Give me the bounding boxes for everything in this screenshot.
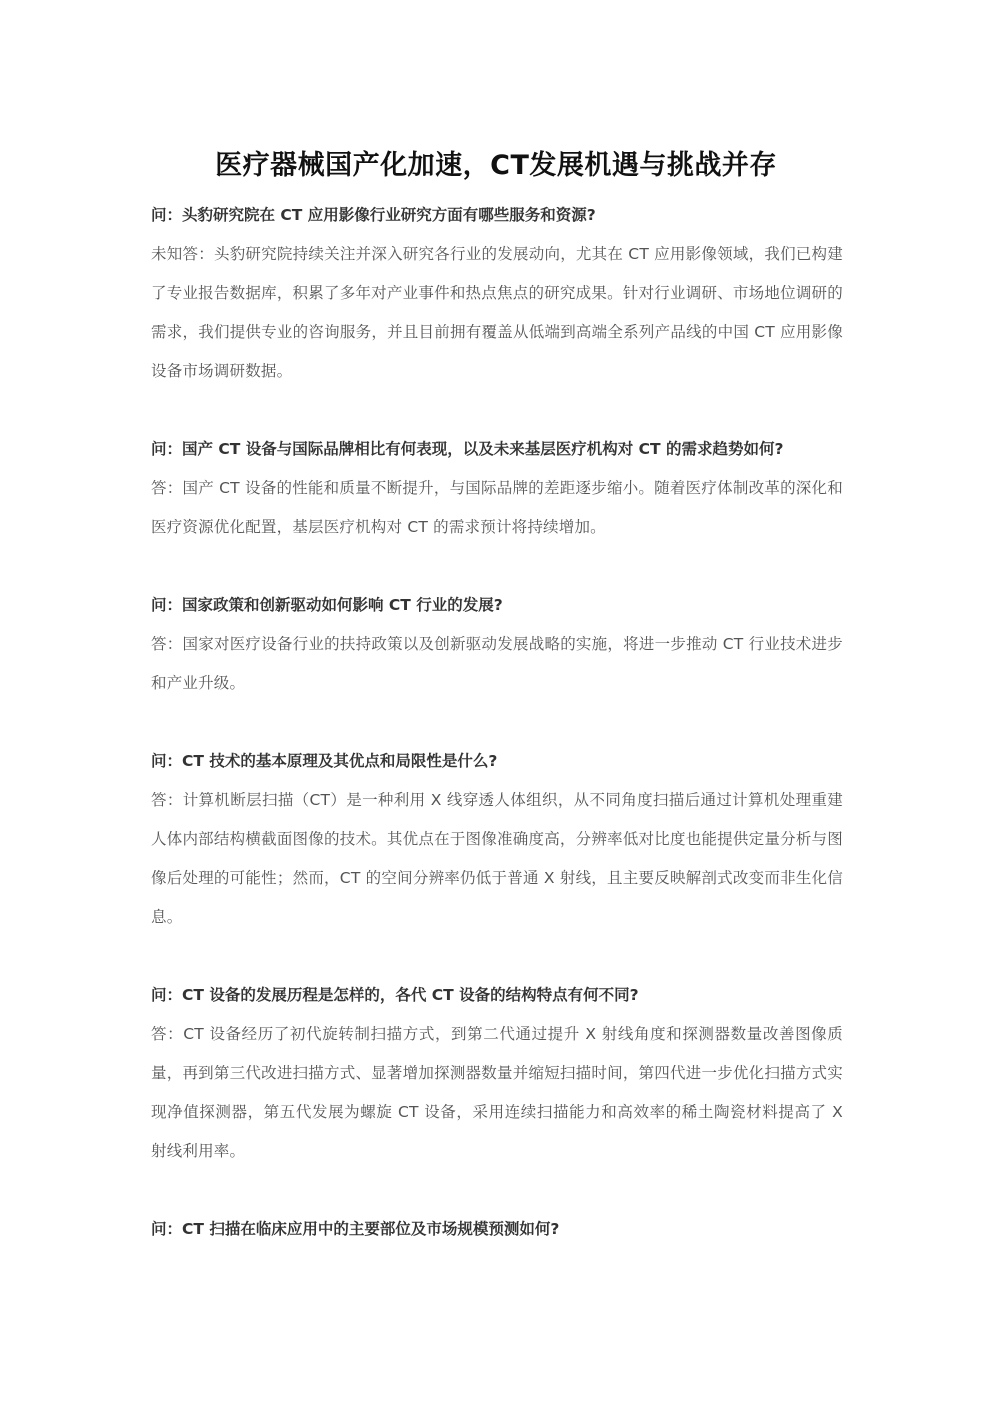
qa-item — [151, 430, 843, 547]
answer: 未知答：头豹研究院持续关注并深入研究各行业的发展动向，尤其在 CT 应用影像领域，我们已构建了专业报告数据库，积累了多年对产业事件和热点焦点的研究成果。针对行业调研、市场地位调研的需求，我们提供专业的咨询服务，并且目前拥有覆盖从低端到高端全系列产品线的中国 CT 应用影像设备市场调研数据。 — [151, 245, 843, 380]
qa-item — [151, 976, 843, 1171]
answer: 答：国产 CT 设备的性能和质量不断提升，与国际品牌的差距逐步缩小。随着医疗体制改革的深化和医疗资源优化配置，基层医疗机构对 CT 的需求预计将持续增加。 — [151, 479, 843, 536]
question: 问：CT 设备的发展历程是怎样的，各代 CT 设备的结构特点有何不同? — [151, 986, 639, 1004]
question: 问：头豹研究院在 CT 应用影像行业研究方面有哪些服务和资源? — [151, 206, 596, 224]
question: 问：国家政策和创新驱动如何影响 CT 行业的发展? — [151, 596, 503, 614]
qa-item — [151, 196, 843, 391]
question: 问：CT 扫描在临床应用中的主要部位及市场规模预测如何? — [151, 1220, 560, 1238]
qa-item — [151, 742, 843, 937]
qa-item — [151, 1210, 843, 1249]
qa-item — [151, 586, 843, 703]
question: 问：CT 技术的基本原理及其优点和局限性是什么? — [151, 752, 498, 770]
answer: 答：计算机断层扫描（CT）是一种利用 X 线穿透人体组织，从不同角度扫描后通过计算机处理重建人体内部结构横截面图像的技术。其优点在于图像准确度高，分辨率低对比度也能提供定量分析与图像后处理的可能性；然而，CT 的空间分辨率仍低于普通 X 射线，且主要反映解剖式改变而非生化信息。 — [151, 791, 843, 926]
answer: 答：国家对医疗设备行业的扶持政策以及创新驱动发展战略的实施，将进一步推动 CT 行业技术进步和产业升级。 — [151, 635, 843, 692]
qa-list — [151, 196, 843, 1249]
question: 问：国产 CT 设备与国际品牌相比有何表现，以及未来基层医疗机构对 CT 的需求趋势如何? — [151, 440, 784, 458]
answer: 答：CT 设备经历了初代旋转制扫描方式，到第二代通过提升 X 射线角度和探测器数量改善图像质量，再到第三代改进扫描方式、显著增加探测器数量并缩短扫描时间，第四代进一步优化扫描方式实现净值探测器，第五代发展为螺旋 CT 设备，采用连续扫描能力和高效率的稀土陶瓷材料提高了 X 射线利用率。 — [151, 1025, 843, 1160]
document-title: 医疗器械国产化加速，CT发展机遇与挑战并存 — [215, 150, 777, 181]
